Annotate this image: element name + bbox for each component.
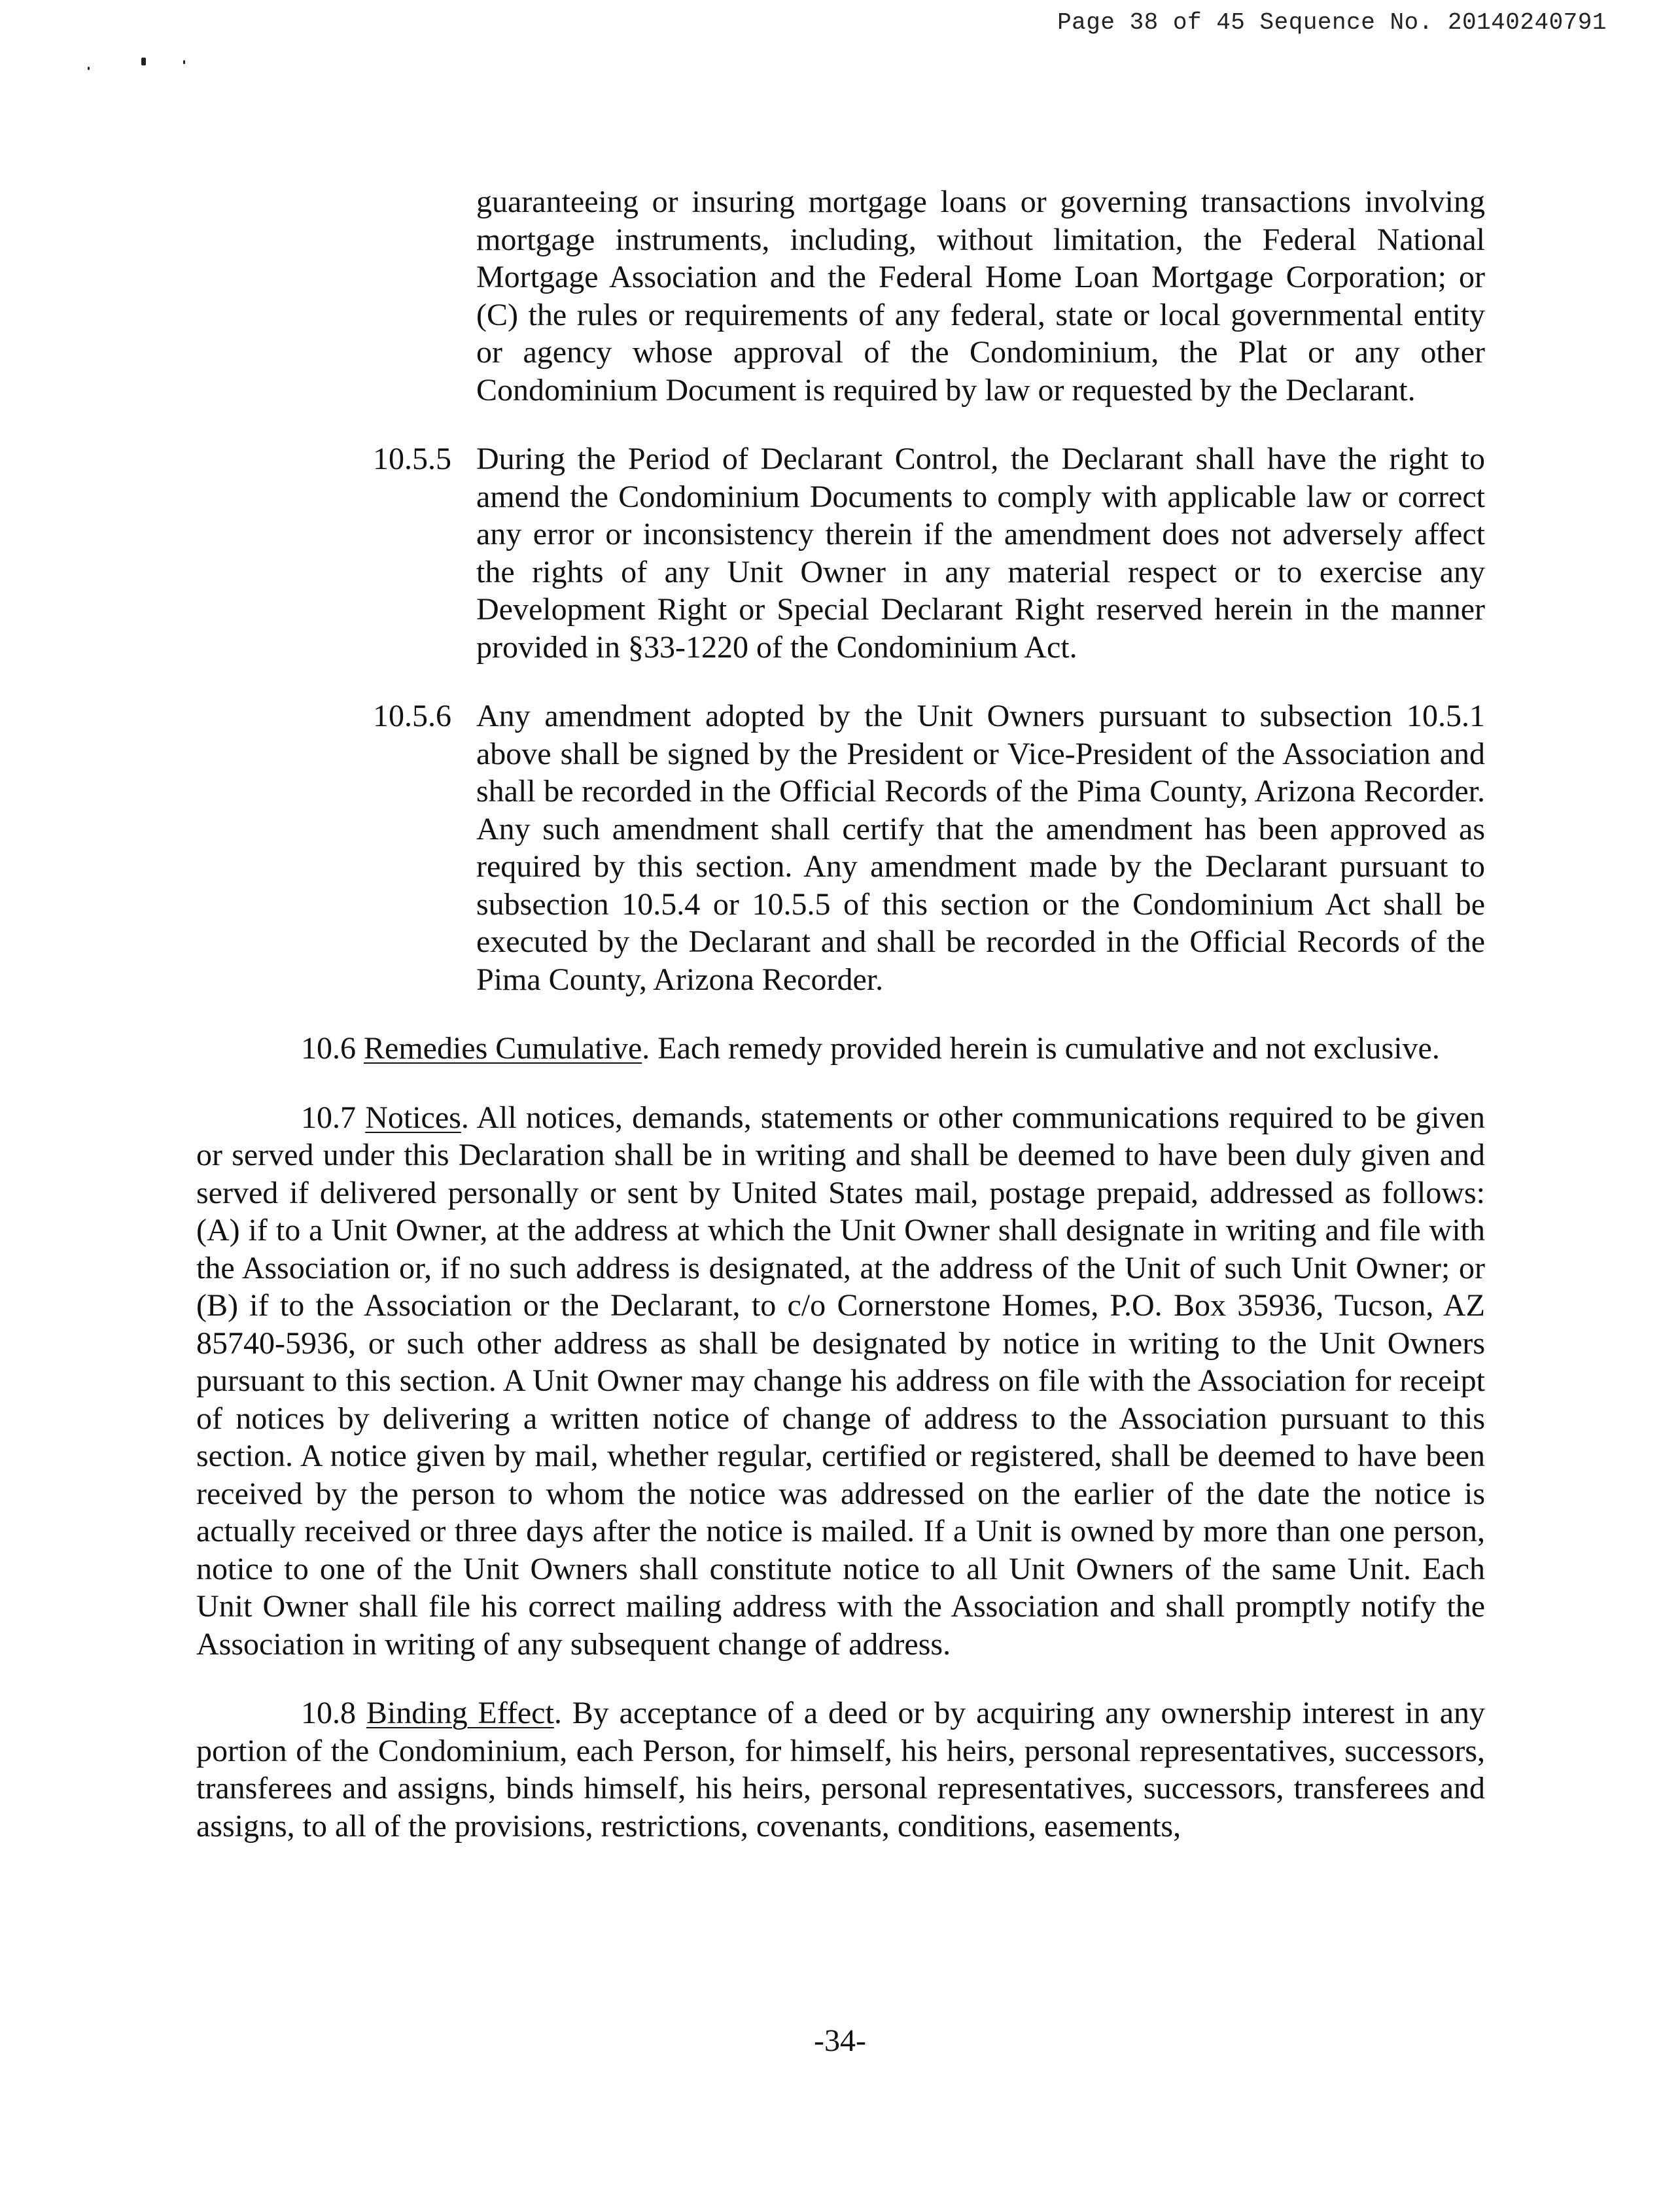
page-number: -34- — [814, 2023, 866, 2058]
subsection-10-5-6 — [196, 697, 1485, 998]
section-text: Each remedy provided herein is cumulative and not exclusive. — [657, 1031, 1440, 1066]
section-number: 10.8 — [301, 1696, 356, 1730]
subsection-number: 10.5.6 — [373, 699, 451, 733]
document-body — [196, 183, 1485, 1876]
section-10-8: 10.8 Binding Effect. By acceptance of a deed or by acquiring any ownership interest in any portion of the Condominium, each Person, for himself, his heirs, personal representatives, successors, transferees and assigns, binds himself, his heirs, personal representatives, successors, transferees and assigns, to all of the provisions, restrictions, covenants, conditions, easements, — [196, 1696, 1486, 1844]
section-text: By acceptance of a deed or by acquiring any ownership interest in any portion of the Condominium, each Person, for himself, his heirs, personal representatives, successors, transferees and assigns, binds himself, his heirs, personal representatives, successors, transferees and assigns, to all of the provisions, restrictions, covenants, conditions, easements, — [196, 1696, 1486, 1844]
subsection-text: During the Period of Declarant Control, the Declarant shall have the right to amend the Condominium Documents to comply with applicable law or correct any error or inconsistency therein if the amendment does not adversely affect the rights of any Unit Owner in any material respect or to exercise any Development Right or Special Declarant Right reserved herein in the manner provided in §33-1220 of the Condominium Act. — [476, 442, 1485, 665]
continuation-paragraph: guaranteeing or insuring mortgage loans or governing transactions involving mortgage instruments, including, without limitation, the Federal National Mortgage Association and the Federal Home Loan Mortgage Corporation; or (C) the rules or requirements of any federal, state or local governmental entity or agency whose approval of the Condominium, the Plat or any other Condominium Document is required by law or requested by the Declarant. — [476, 184, 1485, 408]
subsection-number: 10.5.5 — [373, 442, 451, 476]
section-title: Binding Effect — [366, 1696, 554, 1730]
page-header: Page 38 of 45 Sequence No. 20140240791 — [1057, 9, 1607, 36]
section-title: Notices — [365, 1100, 461, 1135]
subsection-10-5-5 — [196, 440, 1485, 666]
section-10-6: 10.6 Remedies Cumulative. Each remedy provided herein is cumulative and not exclusive. — [301, 1031, 1440, 1066]
section-number: 10.7 — [301, 1100, 356, 1135]
section-10-7: 10.7 Notices. All notices, demands, statements or other communications required to be given or served under this Declaration shall be in writing and shall be deemed to have been duly given and served if delivered personally or sent by United States mail, postage prepaid, addressed as follows: (A) if to a Unit Owner, at the address at which the Unit Owner shall designate in writing and file with the Association or, if no such address is designated, at the address of the Unit of such Unit Owner; or (B) if to the Association or the Declarant, to c/o Cornerstone Homes, P.O. Box 35936, Tucson, AZ 85740-5936, or such other address as shall be designated by notice in writing to the Unit Owners pursuant to this section. A Unit Owner may change his address on file with the Association for receipt of notices by delivering a written notice of change of address to the Association pursuant to this section. A notice given by mail, whether regular, certified or registered, shall be deemed to have been received by the person to whom the notice was addressed on the earlier of the date the notice is actually received or three days after the notice is mailed. If a Unit is owned by more than one person, notice to one of the Unit Owners shall constitute notice to all Unit Owners of the same Unit. Each Unit Owner shall file his correct mailing address with the Association and shall promptly notify the Association in writing of any subsequent change of address. — [196, 1100, 1485, 1662]
section-number: 10.6 — [301, 1031, 356, 1066]
subsection-text: Any amendment adopted by the Unit Owners pursuant to subsection 10.5.1 above shall be signed by the President or Vice-President of the Association and shall be recorded in the Official Records of the Pima County, Arizona Recorder. Any such amendment shall certify that the amendment has been approved as required by this section. Any amendment made by the Declarant pursuant to subsection 10.5.4 or 10.5.5 of this section or the Condominium Act shall be executed by the Declarant and shall be recorded in the Official Records of the Pima County, Arizona Recorder. — [476, 699, 1485, 997]
section-title: Remedies Cumulative — [364, 1031, 642, 1066]
section-text: All notices, demands, statements or other communications required to be given or served under this Declaration shall be in writing and shall be deemed to have been duly given and served if delivered personally or sent by United States mail, postage prepaid, addressed as follows: (A) if to a Unit Owner, at the address at which the Unit Owner shall designate in writing and file with the Association or, if no such address is designated, at the address of the Unit of such Unit Owner; or (B) if to the Association or the Declarant, to c/o Cornerstone Homes, P.O. Box 35936, Tucson, AZ 85740-5936, or such other address as shall be designated by notice in writing to the Unit Owners pursuant to this section. A Unit Owner may change his address on file with the Association for receipt of notices by delivering a written notice of change of address to the Association pursuant to this section. A notice given by mail, whether regular, certified or registered, shall be deemed to have been received by the person to whom the notice was addressed on the earlier of the date the notice is actually received or three days after the notice is mailed. If a Unit is owned by more than one person, notice to one of the Unit Owners shall constitute notice to all Unit Owners of the same Unit. Each Unit Owner shall file his correct mailing address with the Association and shall promptly notify the Association in writing of any subsequent change of address. — [196, 1100, 1485, 1662]
